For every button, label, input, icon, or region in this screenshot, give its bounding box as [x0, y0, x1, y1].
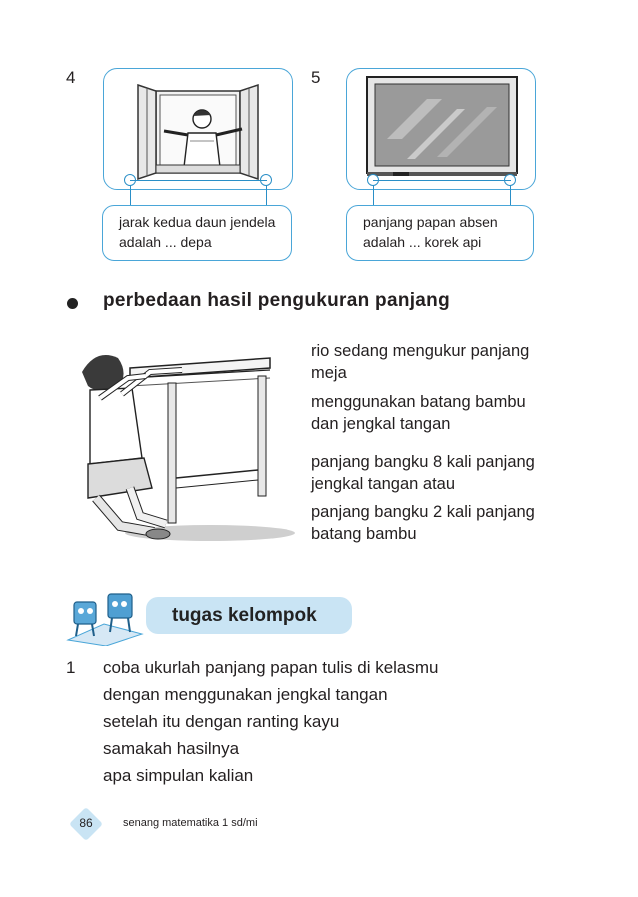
page-number: 86: [79, 816, 93, 830]
paragraph-line: panjang bangku 2 kali panjang: [311, 503, 535, 521]
paragraph-line: panjang bangku 8 kali panjang: [311, 453, 535, 471]
caption-line: jarak kedua daun jendela: [119, 214, 276, 230]
paragraph-line: rio sedang mengukur panjang: [311, 342, 530, 360]
window-illustration: [104, 69, 292, 189]
task-line: dengan menggunakan jengkal tangan: [103, 685, 388, 704]
group-task-title: tugas kelompok: [172, 605, 317, 626]
bullet-icon: [67, 298, 78, 309]
caption-item-5: [346, 205, 534, 261]
task-line: coba ukurlah panjang papan tulis di kelasmu: [103, 658, 439, 677]
task-line: apa simpulan kalian: [103, 766, 254, 785]
boy-measuring-table-illustration: [70, 338, 300, 558]
attendance-board-illustration: [347, 69, 535, 189]
task-instructions: [103, 654, 583, 789]
book-title: senang matematika 1 sd/mi: [123, 817, 258, 829]
measure-pin-right-stem: [266, 183, 267, 205]
paragraph-span-result: [311, 451, 611, 495]
paragraph-line: dan jengkal tangan: [311, 415, 451, 433]
item-number-4: 4: [66, 68, 76, 87]
paragraph-tools: [311, 391, 611, 435]
measure-pin-left-stem: [373, 183, 374, 205]
caption-line: panjang papan absen: [363, 214, 498, 230]
measure-line: [373, 180, 511, 181]
caption-line: adalah ... korek api: [363, 234, 482, 250]
paragraph-line: meja: [311, 364, 347, 382]
paragraph-line: jengkal tangan atau: [311, 475, 456, 493]
measure-line: [130, 180, 267, 181]
group-task-title-badge: [146, 597, 352, 634]
window-image-card: [103, 68, 293, 190]
item-number-5: 5: [311, 68, 321, 87]
measure-pin-right-stem: [510, 183, 511, 205]
section-heading: perbedaan hasil pengukuran panjang: [103, 290, 450, 311]
task-line: setelah itu dengan ranting kayu: [103, 712, 340, 731]
caption-item-4: [102, 205, 292, 261]
paragraph-line: batang bambu: [311, 525, 417, 543]
task-line: samakah hasilnya: [103, 739, 240, 758]
task-number: 1: [66, 658, 76, 677]
paragraph-bamboo-result: [311, 501, 611, 545]
page-number-badge: [68, 806, 104, 842]
board-image-card: [346, 68, 536, 190]
caption-line: adalah ... depa: [119, 234, 212, 250]
measure-pin-left-stem: [130, 183, 131, 205]
paragraph-rio-measuring: [311, 340, 611, 384]
paragraph-line: menggunakan batang bambu: [311, 393, 526, 411]
group-task-icon: [64, 590, 146, 646]
